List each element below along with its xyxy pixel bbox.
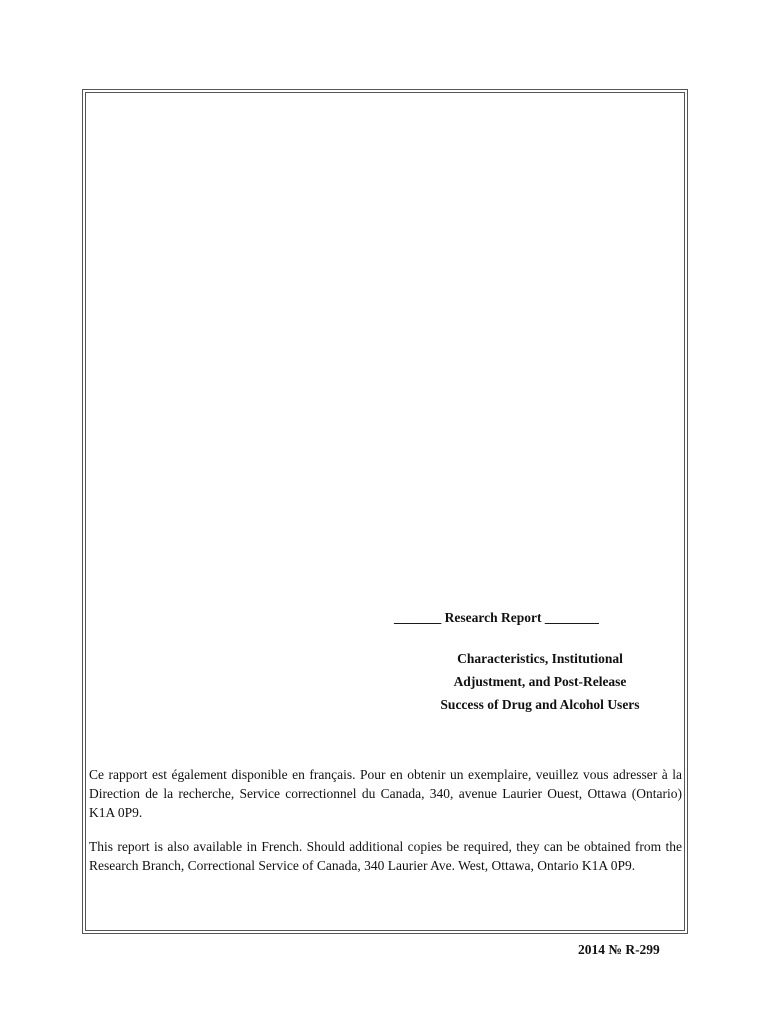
title-line: Characteristics, Institutional bbox=[457, 651, 623, 666]
report-title bbox=[400, 647, 680, 716]
series-heading: _______ Research Report ________ bbox=[394, 610, 599, 625]
title-line: Success of Drug and Alcohol Users bbox=[440, 697, 640, 712]
french-availability-notice: Ce rapport est également disponible en français. Pour en obtenir un exemplaire, veuillez vous adresser à la Direction de la recherche, Service correctionnel du Canada, 340, avenue Laurier Ouest, Ottawa (Ontario) K1A 0P9. bbox=[89, 767, 682, 820]
report-number: 2014 № R-299 bbox=[578, 942, 660, 957]
title-line: Adjustment, and Post-Release bbox=[453, 674, 627, 689]
english-availability-notice: This report is also available in French. Should additional copies be required, they can be obtained from the Research Branch, Correctional Service of Canada, 340 Laurier Ave. West, Ottawa, Ontario K1A 0P9. bbox=[89, 839, 682, 873]
